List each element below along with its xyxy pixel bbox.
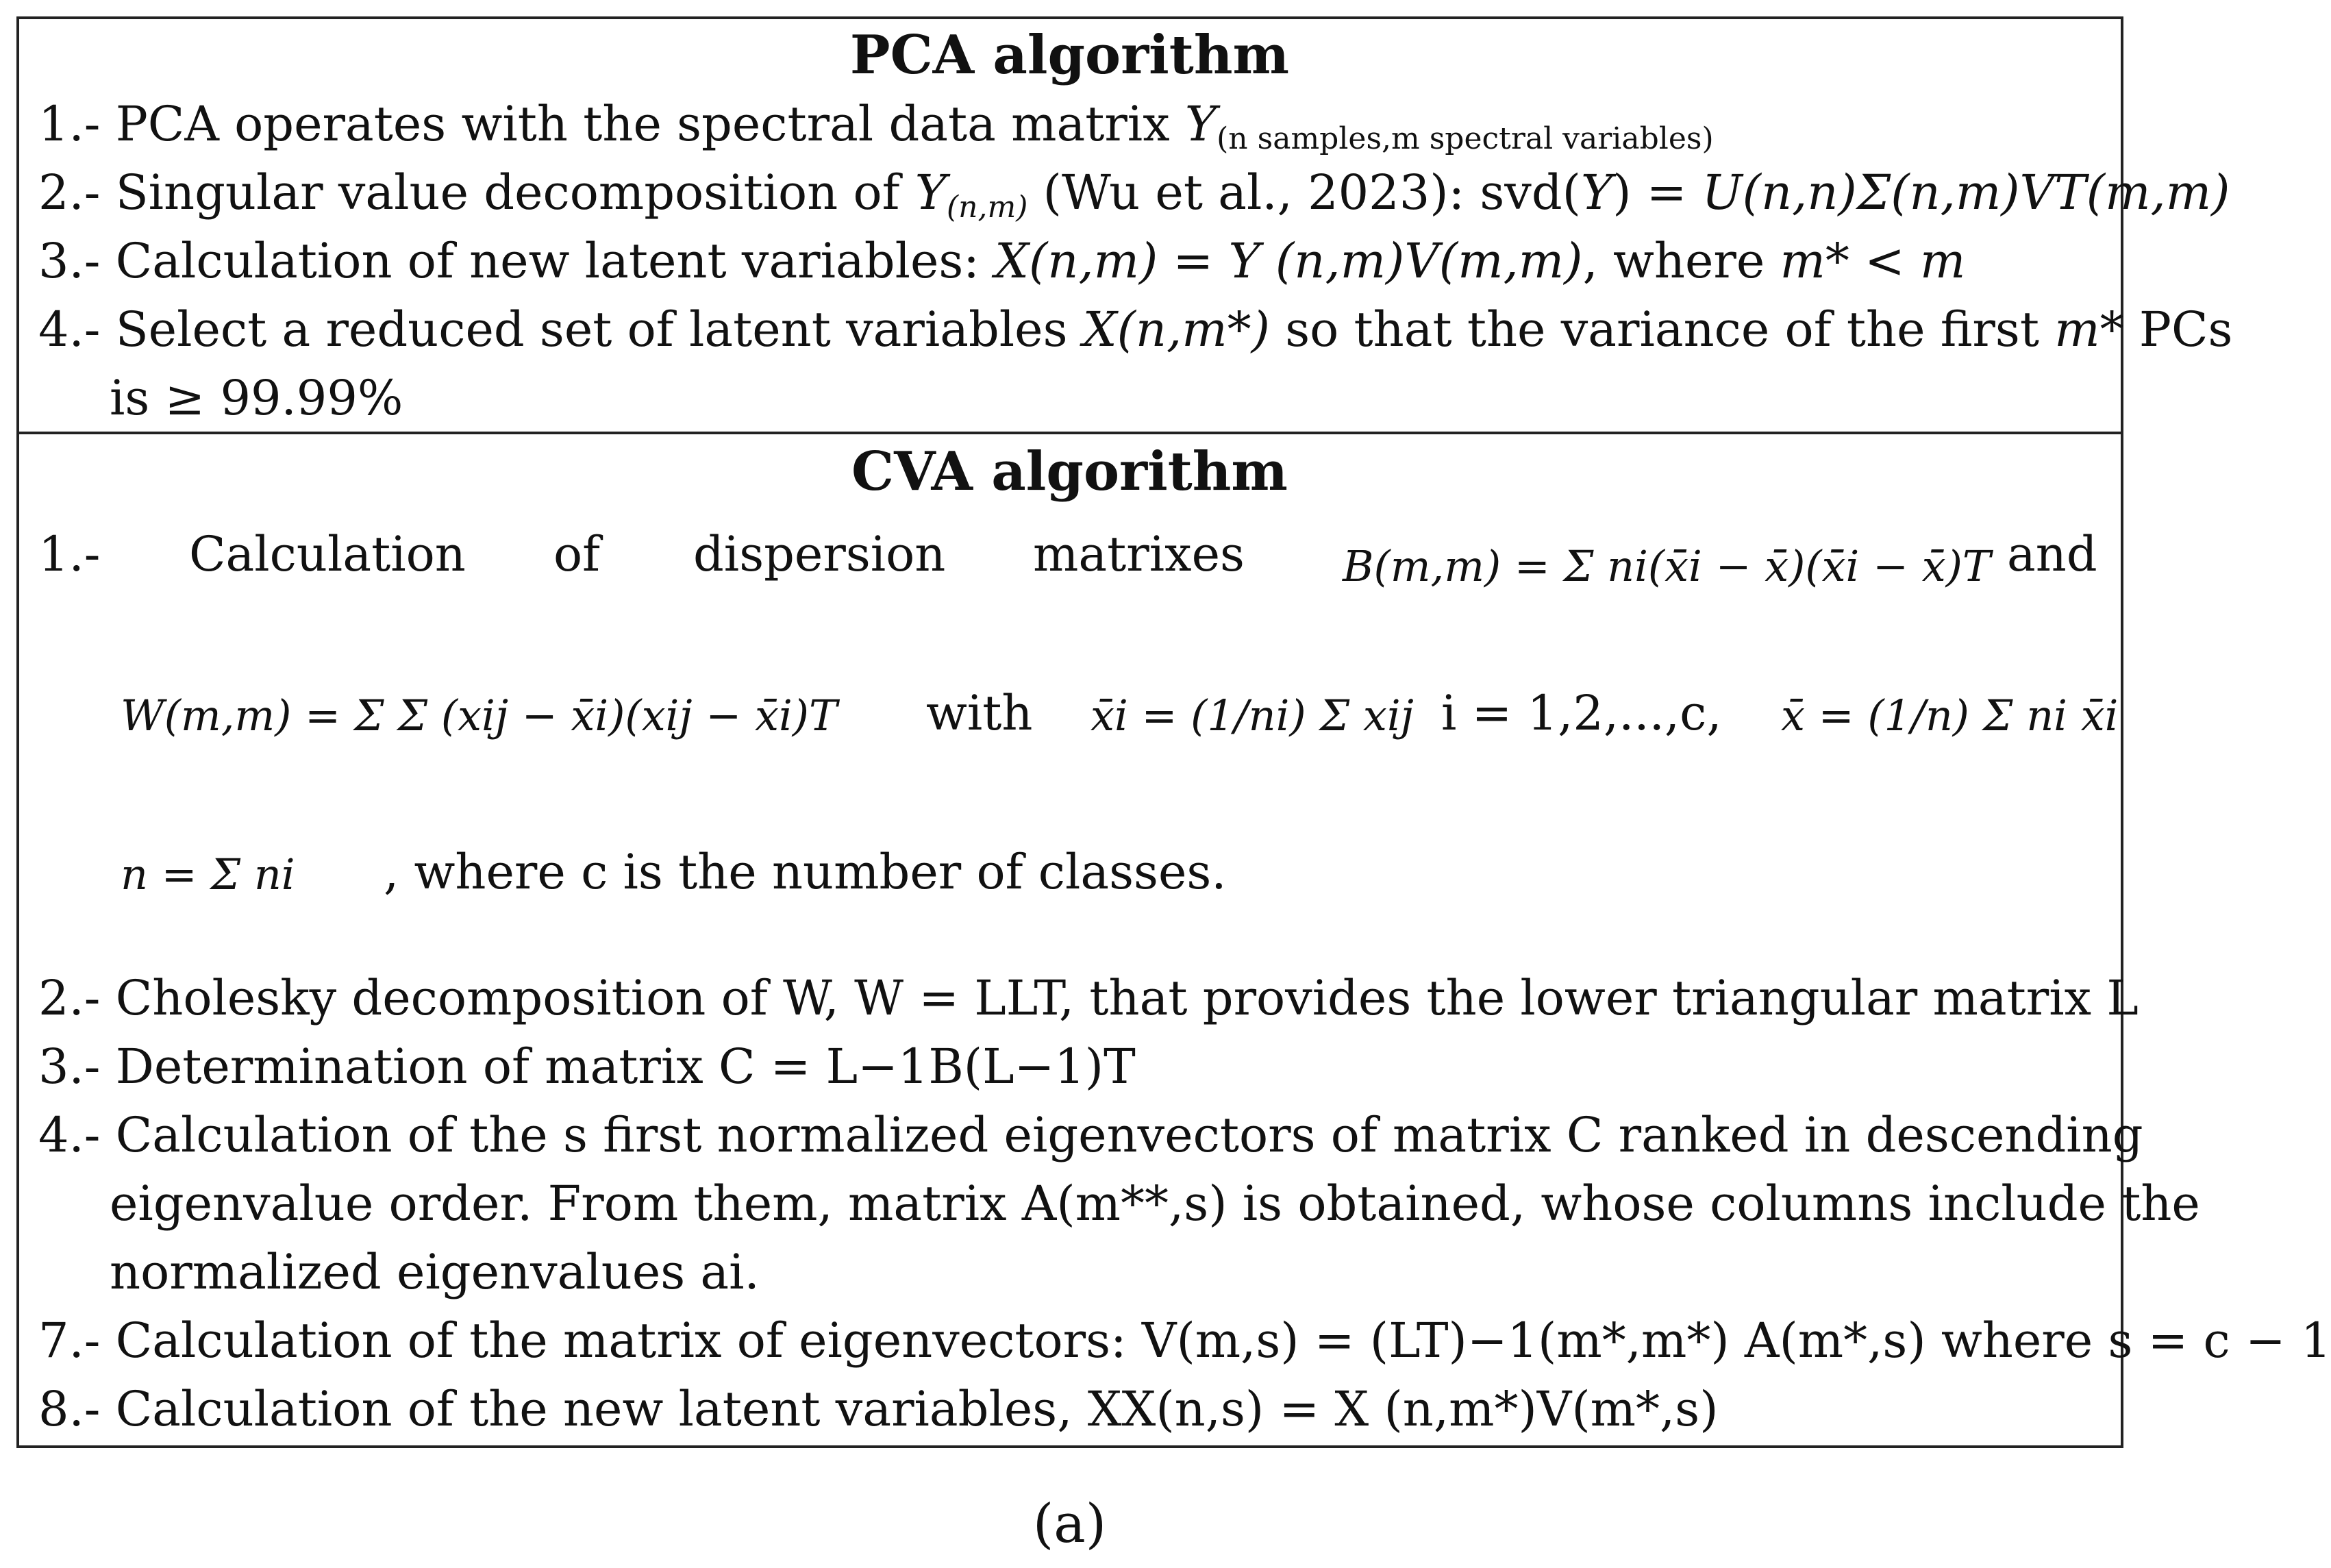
equation-b-matrix: B(m,m) = Σ ni(x̄i − x̄)(x̄i − x̄)T (1343, 541, 1991, 591)
cva-index-range: i = 1,2,...,c, (1441, 685, 1722, 741)
cva-step-4-cont-1: eigenvalue order. From them, matrix A(m**,s) is obtained, whose columns include the (110, 1175, 2200, 1232)
cva-step-4-cont-2: normalized eigenvalues ai. (110, 1244, 760, 1300)
pca-step-2: 2.- Singular value decomposition of $Y_{(n,m)}$ (Wu et al., 2023): svd(Y) = U(n,n)Σ(n,m)VT(m,m) (38, 164, 2230, 225)
pca-title: PCA algorithm (849, 24, 1290, 86)
figure-caption: (a) (1032, 1493, 1107, 1555)
pca-step-1: 1.- PCA operates with the spectral data matrix Y(n samples,m spectral variables) (38, 96, 1714, 156)
cva-step-1-and: and (2007, 526, 2097, 582)
pca-step-3: 3.- Calculation of new latent variables: X(n,m) = Y (n,m)V(m,m), where m* < m (38, 233, 1966, 289)
equation-n-total: n = Σ ni (121, 849, 295, 899)
pca-step-4-cont: is ≥ 99.99% (110, 370, 403, 426)
cva-step-1-word-4: matrixes (1033, 526, 1245, 582)
cva-step-1-num: 1.- (38, 526, 101, 582)
section-divider (16, 432, 2123, 434)
equation-global-mean: x̄ = (1/n) Σ ni x̄i (1781, 690, 2119, 741)
equation-class-mean: x̄i = (1/ni) Σ xij (1090, 690, 1414, 741)
cva-step-1-word-2: of (553, 526, 601, 582)
cva-title: CVA algorithm (851, 440, 1288, 503)
cva-step-2: 2.- Cholesky decomposition of W, W = LLT, that provides the lower triangular matrix L (38, 970, 2139, 1026)
cva-step-4: 4.- Calculation of the s first normalized eigenvectors of matrix C ranked in descending (38, 1107, 2143, 1163)
cva-step-1-where: , where c is the number of classes. (384, 844, 1227, 900)
cva-step-8: 8.- Calculation of the new latent variables, XX(n,s) = X (n,m*)V(m*,s) (38, 1381, 1719, 1437)
cva-step-1-word-3: dispersion (693, 526, 946, 582)
cva-step-7: 7.- Calculation of the matrix of eigenvectors: V(m,s) = (LT)−1(m*,m*) A(m*,s) where s = c − 1 (38, 1312, 2331, 1369)
cva-step-1-word-1: Calculation (189, 526, 466, 582)
equation-w-matrix: W(m,m) = Σ Σ (xij − x̄i)(xij − x̄i)T (121, 690, 838, 741)
cva-with-label: with (926, 685, 1033, 741)
cva-step-3: 3.- Determination of matrix C = L−1B(L−1)T (38, 1038, 1136, 1095)
pca-step-4: 4.- Select a reduced set of latent variables X(n,m*) so that the variance of the first m* PCs (38, 301, 2233, 358)
